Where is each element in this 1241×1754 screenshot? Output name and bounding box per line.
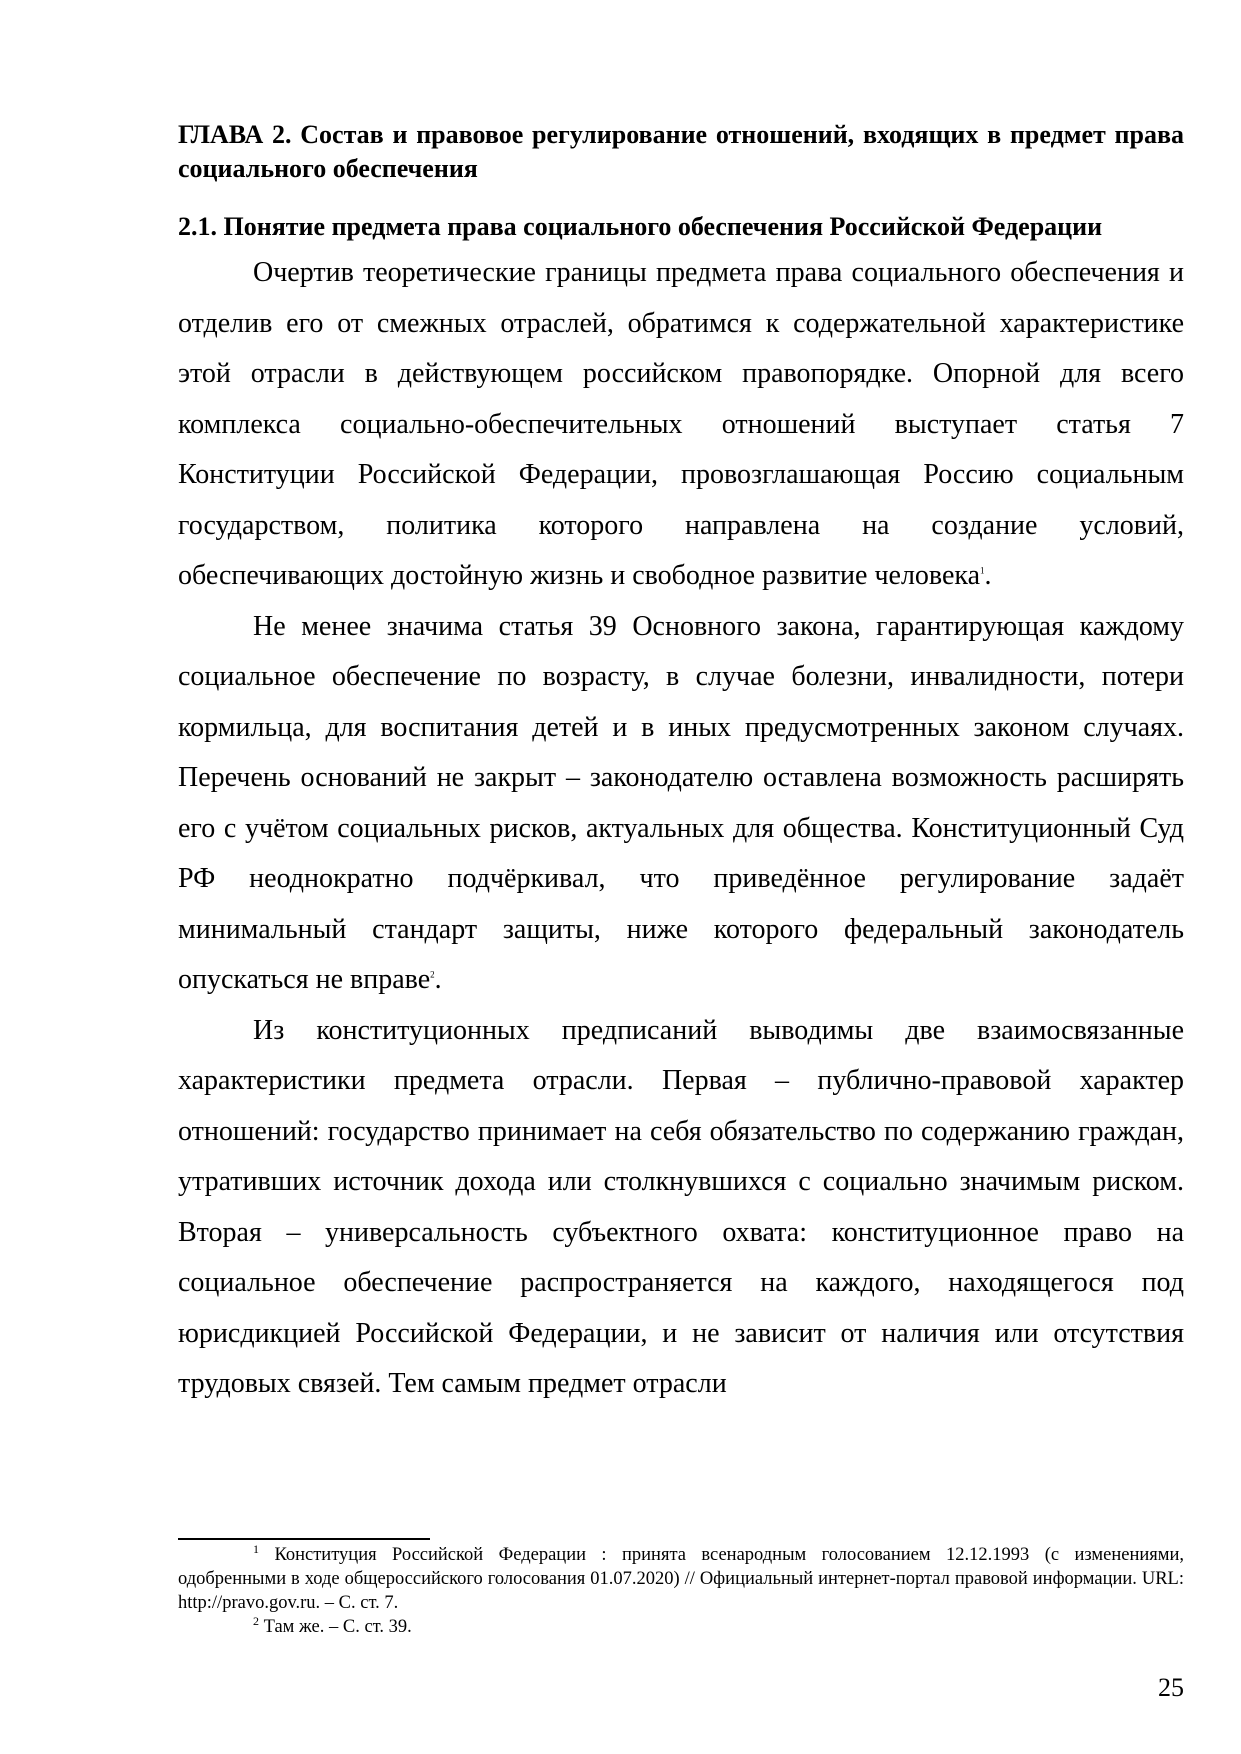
paragraph-1 [178,248,1184,602]
paragraph-2 [178,602,1184,1006]
footnote-text: Там же. – С. ст. 39. [263,1617,412,1637]
footnote-1 [178,1543,1184,1615]
paragraph-text: Очертив теоретические границы предмета права социального обеспечения и отделив его от смежных отраслей, обратимся к содержательной характеристике этой отрасли в действующем российском правопорядке. Опорной для всего комплекса социально-обеспечительных отношений выступает статья 7 Конституции Российской Федерации, провозглашающая Россию социальным государством, политика которого направлена на создание условий, обеспечивающих достойную жизнь и свободное развитие человека [178,257,1184,591]
paragraph-text: Не менее значима статья 39 Основного закона, гарантирующая каждому социальное обеспечение по возрасту, в случае болезни, инвалидности, потери кормильца, для воспитания детей и в иных предусмотренных законом случаях. Перечень оснований не закрыт – законодателю оставлена возможность расширять его с учётом социальных рисков, актуальных для общества. Конституционный Суд РФ неоднократно подчёркивал, что приведённое регулирование задаёт минимальный стандарт защиты, ниже которого федеральный законодатель опускаться не вправе [178,610,1184,995]
chapter-heading: ГЛАВА 2. Состав и правовое регулирование отношений, входящих в предмет права социального обеспечения [178,120,1184,183]
footnote-separator [178,1538,430,1540]
paragraph-text: Из конституционных предписаний выводимы две взаимосвязанные характеристики предмета отрасли. Первая – публично-правовой характер отношений: государство принимает на себя обязательство по содержанию граждан, утративших источник дохода или столкнувшихся с социально значимым риском. Вторая – универсальность субъектного охвата: конституционное право на социальное обеспечение распространяется на каждого, находящегося под юрисдикцией Российской Федерации, и не зависит от наличия или отсутствия трудовых связей. Тем самым предмет отрасли [178,1014,1184,1399]
section-heading: 2.1. Понятие предмета права социального обеспечения Российской Федерации [178,212,1103,241]
paragraph-end: . [434,964,442,995]
paragraph-3 [178,1006,1184,1410]
paragraph-end: . [984,560,992,591]
page-body [178,118,1184,1410]
footnote-2 [178,1615,1184,1639]
footnote-ref-1[interactable]: 1 [980,565,985,576]
footnote-mark: 1 [253,1541,259,1556]
footnotes [178,1543,1184,1639]
page-number: 25 [1158,1673,1184,1702]
footnote-ref-2[interactable]: 2 [430,969,435,980]
footnote-mark: 2 [253,1613,259,1628]
footnote-text: Конституция Российской Федерации : принята всенародным голосованием 12.12.1993 (с изменениями, одобренными в ходе общероссийского голосования 01.07.2020) // Официальный интернет-портал правовой информации. URL: http://pravo.gov.ru. – С. ст. 7. [178,1545,1185,1613]
